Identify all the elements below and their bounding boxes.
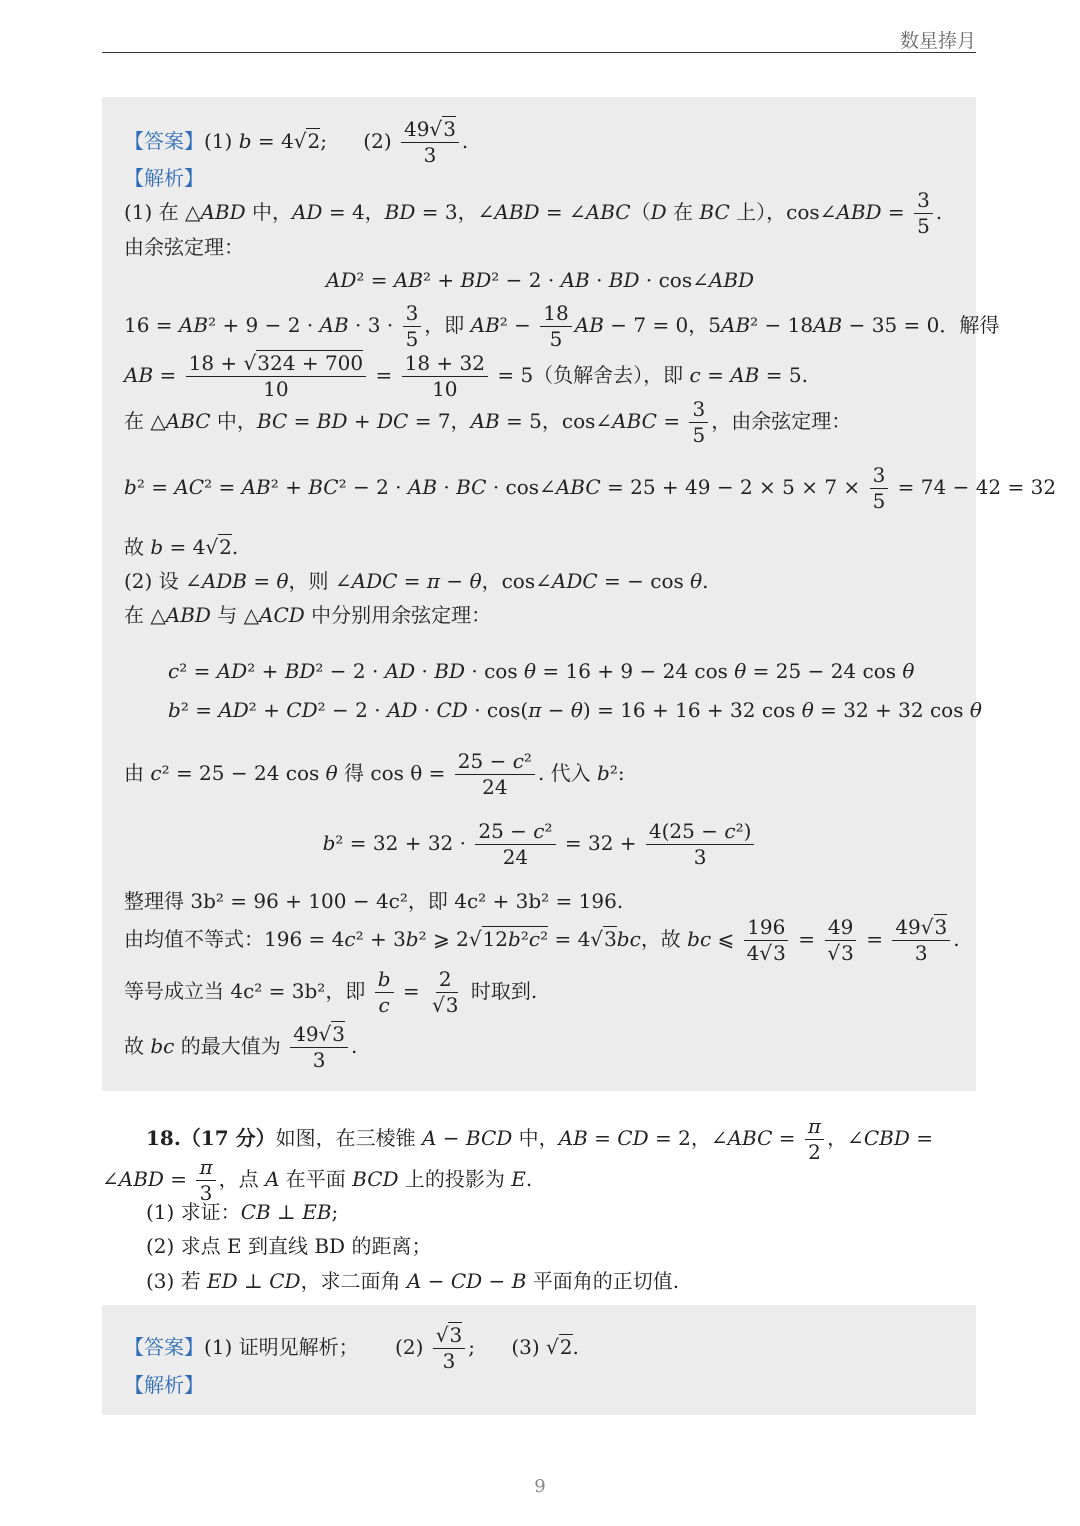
problem-number: 18.（17 分） xyxy=(146,1126,276,1150)
equation-c2: c² = AD² + BD² − 2 · AD · BD · cos θ = 16 + 9 − 24 cos θ = 25 − 24 cos θ xyxy=(168,659,915,683)
problem-18-line-1: 18.（17 分）如图，在三棱锥 A − BCD 中，AB = CD = 2，∠ABC = $\frac{\pi}{2}$ ，∠CBD = xyxy=(146,1114,933,1164)
analysis-tag: 【解析】 xyxy=(124,166,204,190)
problem-18-q1: (1) 求证：CB ⊥ EB; xyxy=(146,1200,339,1224)
sol17-line-9: 由 c² = 25 − 24 cos θ 得 cos θ = $\frac{\text{25 − c²}}{24}$ . 代入 b²: xyxy=(124,749,625,799)
analysis-tag-18: 【解析】 xyxy=(124,1373,204,1397)
equation-cosine-abd: AD² = AB² + BD² − 2 · AB · BD · cos∠ABD xyxy=(325,268,755,292)
sol17-line-13: 故 bc 的最大值为 $\frac{49√3}{3}$ . xyxy=(124,1022,358,1072)
equation-b2-sub: b² = 32 + 32 · $\frac{\text{25 − c²}}{24}$ = 32 + $\frac{\text{4(25 − c²)}}{3}$ xyxy=(0,820,1080,869)
problem-18-q3: (3) 若 ED ⊥ CD，求二面角 A − CD − B 平面角的正切值. xyxy=(146,1269,680,1293)
answer-tag: 【答案】 xyxy=(124,129,204,153)
page-header xyxy=(102,24,976,53)
sol17-line-5: 在 △ABC 中，BC = BD + DC = 7，AB = 5，cos∠ABC = $\frac{3}{5}$ ，由余弦定理： xyxy=(124,397,852,447)
sol17-equation-b2: b² = AC² = AB² + BC² − 2 · AB · BC · cos∠ABC = 25 + 49 − 2 × 5 × 7 × $\frac{3}{5}$ = 74 − 42 = 32 xyxy=(124,463,1057,513)
answer-tag: 【答案】 xyxy=(124,1335,204,1359)
problem-18-line-2: ∠ABD = $\frac{\pi}{3}$ ，点 A 在平面 BCD 上的投影为 E. xyxy=(102,1155,533,1205)
sol17-line-7: (2) 设 ∠ADB = θ，则 ∠ADC = π − θ，cos∠ADC = − cos θ. xyxy=(124,569,709,593)
answer-line: 【答案】(1) b = 4√2; (2) $\frac{49√3}{3}$ . xyxy=(124,117,469,167)
sol17-line-10: 整理得 3b² = 96 + 100 − 4c²，即 4c² + 3b² = 196. xyxy=(124,889,624,913)
sol17-line-11: 由均值不等式：196 = 4c² + 3b² ⩾ 2√12b²c² = 4√3bc，故 bc ⩽ $\frac{196}{4√3}$ = $\frac{49}{√3}$ = $\frac{49√3}{3}$ . xyxy=(124,915,960,965)
equation-b2-theta: b² = AD² + CD² − 2 · AD · CD · cos(π − θ) = 16 + 16 + 32 cos θ = 32 + 32 cos θ xyxy=(168,698,982,722)
sol17-line-4: AB = $\frac{18 + √324 + 700}{10}$ = $\frac{18 + 32}{10}$ = 5（负解舍去），即 c = AB = 5. xyxy=(124,351,808,401)
problem-18-q2: (2) 求点 E 到直线 BD 的距离； xyxy=(146,1234,432,1258)
header-title: 数星捧月 xyxy=(899,30,976,52)
sol17-line-1: (1) 在 △ABD 中，AD = 4，BD = 3，∠ABD = ∠ABC（D 在 BC 上），cos∠ABD = $\frac{3}{5}$ . xyxy=(124,188,943,238)
sol17-line-8: 在 △ABD 与 △ACD 中分别用余弦定理： xyxy=(124,603,492,627)
sol17-line-2: 由余弦定理： xyxy=(124,235,244,259)
sol17-line-3: 16 = AB² + 9 − 2 · AB · 3 · $\frac{3}{5}$ ，即 AB² − $\frac{18}{5}$ AB − 7 = 0，5AB² − 18AB − 35 = 0．解得 xyxy=(124,301,1000,351)
page-number: 9 xyxy=(534,1476,546,1497)
answer-line-18: 【答案】(1) 证明见解析； (2) $\frac{√3}{3}$ ; (3) √2. xyxy=(124,1323,579,1373)
sol17-line-6: 故 b = 4√2. xyxy=(124,535,239,559)
sol17-line-12: 等号成立当 4c² = 3b²，即 $\frac{b}{c}$ = $\frac{2}{√3}$ 时取到. xyxy=(124,967,538,1017)
